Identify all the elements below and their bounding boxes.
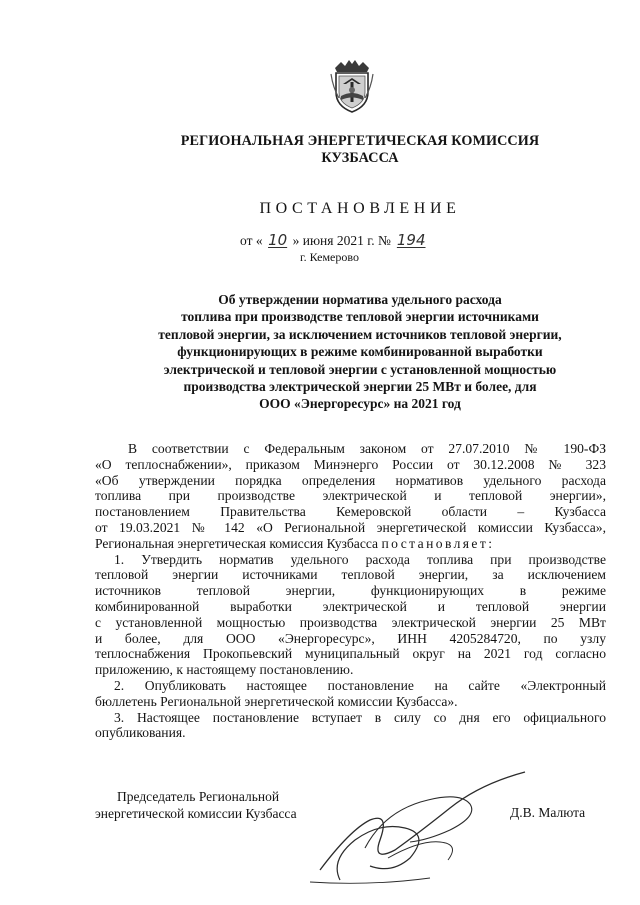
- org-name-line: РЕГИОНАЛЬНАЯ ЭНЕРГЕТИЧЕСКАЯ КОМИССИЯ: [180, 133, 540, 149]
- position-line: энергетической комиссии Кузбасса: [95, 806, 297, 821]
- body-line: бюллетень Региональной энергетической комиссии Кузбасса».: [95, 693, 458, 709]
- handwritten-signature: [310, 770, 530, 890]
- city: г. Кемерово: [300, 250, 359, 264]
- date-number-line: [240, 231, 480, 249]
- position-line: Председатель Региональной: [117, 789, 280, 804]
- body-line: приложению, к настоящему постановлению.: [95, 662, 354, 678]
- title-line: функционирующих в режиме комбинированной выработки: [177, 344, 543, 360]
- body-line: теплоснабжения Прокопьевский муниципальный округ на 2021 год согласно: [95, 646, 606, 662]
- preamble: [95, 441, 606, 552]
- body-line: комбинированной выработки электрической и тепловой энергии: [95, 598, 606, 614]
- body-line: постановлением Правительства Кемеровской области – Кузбасса: [95, 504, 606, 520]
- signatory-name: Д.В. Малюта: [510, 805, 586, 820]
- signatory-position: [95, 788, 335, 822]
- body-line: 1. Утвердить норматив удельного расхода топлива при производстве: [114, 551, 606, 567]
- handwritten-number: 194: [396, 231, 426, 249]
- body-line: [95, 536, 606, 552]
- title-line: производства электрической энергии 25 МВт и более, для: [183, 379, 537, 395]
- body-line: «Об утверждении порядка определения нормативов удельного расхода: [95, 472, 606, 488]
- item-2: [95, 678, 606, 710]
- body-line: от 19.03.2021 № 142 «О Региональной энергетической комиссии Кузбасса»,: [95, 519, 606, 535]
- body-line: 2. Опубликовать настоящее постановление на сайте «Электронный: [114, 677, 606, 693]
- title-line: электрической и тепловой энергии с установленной мощностью: [163, 361, 557, 377]
- commission-name: Региональная энергетическая комиссия Кузбасса: [95, 535, 379, 551]
- title-line: ООО «Энергоресурс» на 2021 год: [259, 396, 461, 412]
- handwritten-day: 10: [268, 231, 288, 249]
- document-body: [95, 441, 606, 741]
- coat-of-arms-icon: [327, 54, 377, 114]
- body-line: опубликования.: [95, 725, 186, 741]
- title-line: Об утверждении норматива удельного расхода: [218, 292, 502, 307]
- date-prefix: от «: [240, 233, 263, 248]
- item-3: [95, 710, 606, 742]
- body-line: 3. Настоящее постановление вступает в силу со дня его официального: [114, 709, 606, 725]
- date-middle: » июня 2021 г. №: [292, 233, 391, 248]
- org-name-line: КУЗБАССА: [321, 150, 399, 166]
- document-type: ПОСТАНОВЛЕНИЕ: [259, 200, 461, 217]
- title-line: тепловой энергии, за исключением источников тепловой энергии,: [158, 326, 562, 342]
- body-line: «О теплоснабжении», приказом Минэнерго России от 30.12.2008 № 323: [95, 456, 606, 472]
- title-line: топлива при производстве тепловой энергии источниками: [181, 309, 539, 325]
- resolves-word: постановляет:: [381, 535, 495, 551]
- body-line: тепловой энергии источниками тепловой энергии, за исключением: [95, 567, 606, 583]
- document-title: [118, 291, 602, 413]
- body-line: В соответствии с Федеральным законом от 27.07.2010 № 190-ФЗ: [128, 441, 606, 456]
- body-line: топлива при производстве электрической и тепловой энергии»,: [95, 488, 606, 504]
- body-line: источников тепловой энергии, функционирующих в режиме: [95, 583, 606, 599]
- body-line: с установленной мощностью производства электрической энергии 25 МВт: [95, 614, 606, 630]
- organization-name: [140, 133, 580, 167]
- item-1: [95, 552, 606, 678]
- body-line: и более, для ООО «Энергоресурс», ИНН 4205284720, по узлу: [95, 630, 606, 646]
